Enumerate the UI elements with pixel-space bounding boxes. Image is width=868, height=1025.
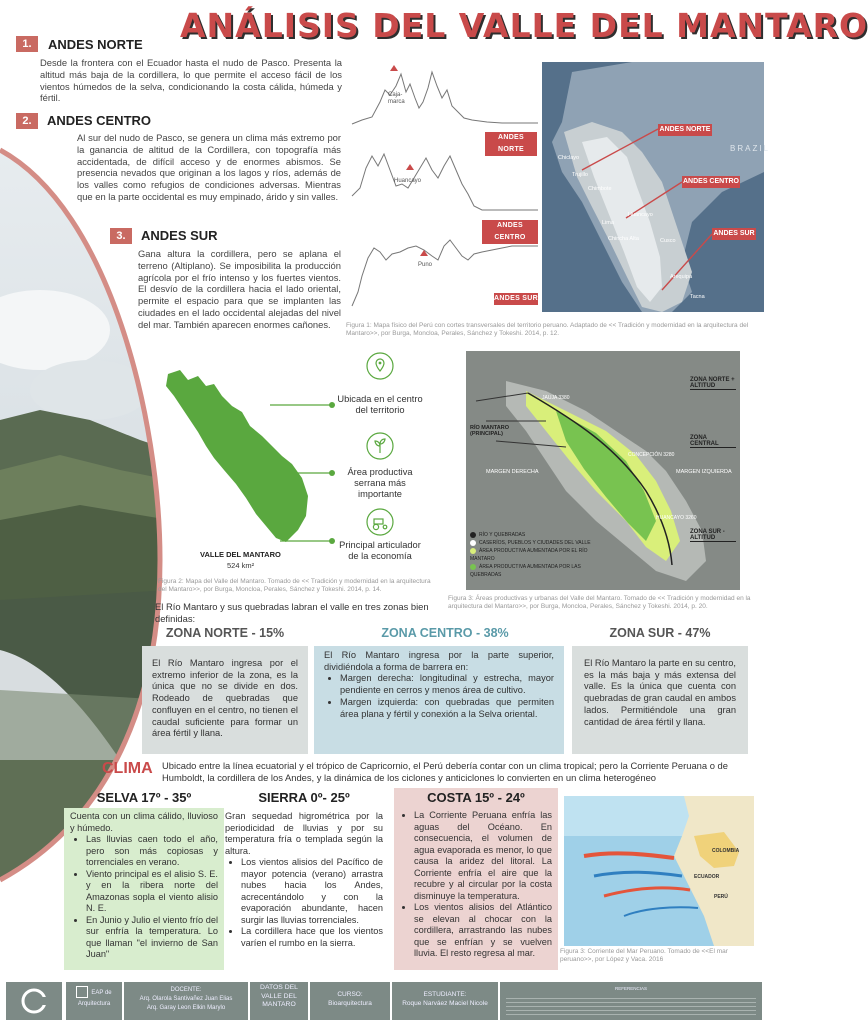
clima-sierra-text: Gran sequedad higrométrica por la periodicidad de lluvias y por su temperatura fría o templada según la altura.	[225, 811, 383, 856]
clima-selva-bullet-2: • Viento principal es el alisio S. E. y en la ribera norte del Amazonas sopla el viento alisio N. E.	[86, 869, 218, 915]
section-3-heading: ANDES SUR	[141, 228, 218, 243]
map-place-chimbote: Chimbote	[588, 186, 612, 192]
map2-concepcion: CONCEPCIÓN 3280	[628, 452, 675, 458]
clima-sierra-bullet-1: • Los vientos alisios del Pacífico de mayor potencia (verano) arrastra nubes hacia los Andes, acrecentándolo y con la evaporación abundante, hacen surgir las lluvias torrenciales.	[241, 857, 383, 926]
figure-2-caption: Figura 2: Mapa del Valle del Mantaro. Tomado de << Tradición y modernidad en la arquitectura del Mantaro>>, por Burga, Moncloa, Perales, Sánchez y Tokeshi. 2014, p. 14.	[158, 578, 431, 593]
valley-name: VALLE DEL MANTARO	[200, 550, 281, 559]
profile-tag-andes-norte: ANDES NORTE	[485, 132, 537, 156]
zone-norte-box	[142, 646, 308, 754]
feature-productive: Área productiva serrana más importante	[347, 467, 413, 499]
zone-sur-text: El Río Mantaro la parte en su centro, es la más baja y más extensa del valle. Es la única que cuenta con quebradas de gran caudal en ambos lados. Permitiéndole una gran cantidad de área fértil y llana.	[584, 658, 736, 727]
profile-andes-norte	[352, 62, 538, 153]
curso-label: CURSO:	[337, 991, 363, 998]
map-region-brazil: BRAZIL	[730, 144, 771, 153]
section-3-text: Gana altura la cordillera, pero se aplana el terreno (Altiplano). Se imposibilita la producción agrícola por el frío intenso y los fuertes vientos. El desvío de la cordillera hacia el lado oriental, permite el espacio para que se implanten las ciudades en el lado occidental alejadas del nivel del mar. También aparecen enormes cañones.	[138, 248, 341, 330]
clima-heading: CLIMA	[102, 760, 153, 777]
clima-sierra-box	[222, 808, 386, 970]
docente-1: Arq. Olarola Santivañez Juan Elias	[139, 996, 233, 1002]
docente-2: Arq. Garay Leon Elkin Marylo	[146, 1005, 226, 1011]
legend-rios: RÍO Y QUEBRADAS	[479, 532, 526, 538]
referencias-cell	[500, 982, 762, 1020]
zones-intro: El Río Mantaro y sus quebradas labran el valle en tres zonas bien definidas:	[155, 601, 429, 624]
city-puno: Puno	[418, 262, 433, 268]
estudiante-name: Roque Narváez Maciel Nicole	[402, 1000, 488, 1007]
map2-zone-central: ZONA CENTRAL	[690, 435, 736, 448]
docente-cell	[124, 982, 248, 1020]
clima-selva-box	[64, 808, 224, 970]
school-cell	[66, 982, 122, 1020]
section-1-heading: ANDES NORTE	[48, 37, 143, 52]
referencias-lines	[506, 995, 756, 1017]
map2-legend	[470, 531, 602, 579]
docente-label: DOCENTE:	[170, 987, 202, 993]
clima-sierra-title: SIERRA 0º- 25º	[258, 790, 350, 805]
clima-costa-bullet-2: • Los vientos alisios del Atlántico se elevan al chocar con la cordillera, arrastrando las nubes que se enfrían y se vuelven lluvia. El resto regresa al mar.	[414, 902, 552, 960]
clima-selva-bullet-3: • En Junio y Julio el viento frío del sur enfría la temperatura. Lo que llaman "el invierno de San Juan"	[86, 915, 218, 961]
clima-costa-bullet-1: • La Corriente Peruana enfría las aguas del Océano. En consecuencia, el volumen de agua evaporada es menor, lo que causa la aridez del litoral. La Corriente enfría el aire que la recubre y al circular por la costa disminuye la temperatura.	[414, 810, 552, 902]
footer	[0, 982, 768, 1024]
zone-centro-bullet-2: • Margen izquierda: con quebradas que permiten área plana y fértil y conexión a la Selva oriental.	[340, 697, 554, 720]
clima-selva-text: Cuenta con un clima cálido, lluvioso y húmedo.	[70, 811, 218, 833]
clima-intro: Ubicado entre la línea ecuatorial y el trópico de Capricornio, el Perú debería contar con un clima tropical; pero la Corriente Peruana o de Humboldt, la cordillera de los Andes, y la dinámica de los ciclones y anticiclones lo convierten en un clima heterogéneo	[162, 760, 728, 783]
section-2-number: 2.	[16, 113, 38, 129]
map2-huancayo: HUANCAYO 3260	[656, 515, 697, 521]
section-3-number: 3.	[110, 228, 132, 244]
zone-sur-box	[572, 646, 748, 754]
mantaro-zones-map	[466, 351, 740, 590]
figure-4-caption: Figura 3: Corriente del Mar Peruano. Tomado de <<El mar peruano>>, por López y Vaca. 2016	[560, 948, 728, 963]
map2-rio-label: RÍO MANTARO (PRINCIPAL)	[470, 425, 510, 437]
plant-icon	[366, 432, 394, 460]
location-pin-icon	[366, 352, 394, 380]
section-1-text: Desde la frontera con el Ecuador hasta el nudo de Pasco. Presenta la altitud más baja de la cordillera, lo que permite el acceso fácil de los vientos húmedos de la selva, condicionando la costa cálida, húmeda y fértil.	[40, 57, 342, 104]
section-1-number: 1.	[16, 36, 38, 52]
city-cajamarca: Caja- marca	[388, 92, 405, 105]
zone-centro-bullet-1: • Margen derecha: longitudinal y estrecha, mayor pendiente en cerros y menos área de cultivo.	[340, 673, 554, 696]
city-huancayo: Huancayo	[394, 178, 422, 184]
map-place-huancayo: Huancayo	[628, 212, 653, 218]
clima-costa-box	[394, 788, 558, 970]
feature-economy: Principal articulador de la economía	[339, 540, 421, 561]
map-label-andes-centro: ANDES CENTRO	[682, 176, 740, 188]
curso-name: Bioarquitectura	[328, 1000, 372, 1007]
zone-sur-title: ZONA SUR - 47%	[609, 626, 711, 640]
map-label-andes-norte: ANDES NORTE	[658, 124, 712, 136]
ocean-current-map	[564, 796, 754, 946]
section-2-heading: ANDES CENTRO	[47, 113, 152, 128]
map-label-andes-sur: ANDES SUR	[712, 228, 756, 240]
page-title: ANÁLISIS DEL VALLE DEL MANTARO	[180, 6, 868, 45]
peru-physical-map	[542, 62, 771, 312]
feature-center: Ubicada en el centro del territorio	[337, 394, 423, 415]
map2-margen-izquierda: MARGEN IZQUIERDA	[676, 469, 732, 475]
section-2-text: Al sur del nudo de Pasco, se genera un clima más extremo por la ganancia de altitud de la Cordillera, con topografía más accidentada, de difícil acceso y de enormes abismos. Se presencia nevados que originan a los lagos y ríos, además de los valles como refugios de condiciones adversas. Mientras que en la parte occidental es muy empinado, árido y sin valles.	[77, 132, 341, 202]
clima-selva-title: SELVA 17º - 35º	[96, 790, 192, 805]
zone-centro-box	[314, 646, 564, 754]
map-place-lima: Lima	[602, 220, 614, 226]
map2-zone-sur: ZONA SUR - ALTITUD	[690, 529, 736, 542]
zone-centro-title: ZONA CENTRO - 38%	[381, 626, 509, 640]
school-logo-icon	[76, 986, 88, 998]
profile-andes-centro	[352, 148, 538, 241]
clima-sierra-bullet-2: • La cordillera hace que los vientos varíen el rumbo en la sierra.	[241, 926, 383, 949]
legend-caserios: CASERÍOS, PUEBLOS Y CIUDADES DEL VALLE	[479, 540, 591, 546]
valley-area: 524 km²	[227, 561, 255, 570]
map2-jauja: JAUJA 3380	[542, 395, 570, 401]
map2-zone-norte: ZONA NORTE + ALTITUD	[690, 377, 735, 389]
legend-area-quebradas: ÁREA PRODUCTIVA AUMENTADA POR LAS QUEBRADAS	[470, 564, 581, 578]
ocean-map-colombia: COLOMBIA	[712, 848, 740, 854]
tractor-icon	[366, 508, 394, 536]
curso-cell	[310, 982, 390, 1020]
map-place-arequipa: Arequipa	[670, 274, 693, 280]
datos-cell	[250, 982, 308, 1020]
estudiante-label: ESTUDIANTE:	[423, 991, 467, 998]
map2-margen-derecha: MARGEN DERECHA	[486, 469, 539, 475]
map-place-cusco: Cusco	[660, 238, 676, 244]
referencias-label: REFERENCIAS	[614, 986, 647, 991]
school-name: EAP de Arquitectura	[77, 989, 112, 1007]
estudiante-cell	[392, 982, 498, 1020]
map-place-trujillo: Trujillo	[572, 172, 588, 178]
map-place-chincha: Chincha Alta	[608, 236, 639, 242]
map-place-tacna: Tacna	[690, 294, 705, 300]
figure-3-caption: Figura 3: Áreas productivas y urbanas del Valle del Mantaro. Tomado de << Tradición y modernidad en la arquitectura del Mantaro>>, por Burga, Moncloa, Perales, Sánchez y Tokeshi. 2014, p. 20.	[448, 595, 751, 610]
profile-tag-andes-centro: ANDES CENTRO	[482, 220, 538, 244]
zone-norte-text: El Río Mantaro ingresa por el extremo inferior de la zona, es la única que no se divide en dos. Rodeado de quebradas que confluyen en el centro, no tienen el caudal suficiente para formar un área fértil y llana.	[152, 658, 298, 739]
ocean-map-peru: PERÚ	[714, 894, 728, 900]
zone-centro-text: El Río Mantaro ingresa por la parte superior, dividiéndola a forma de barrera en:	[324, 650, 554, 672]
zone-norte-title: ZONA NORTE - 15%	[165, 626, 285, 640]
map-place-chiclayo: Chiclayo	[558, 155, 580, 161]
clima-selva-bullet-1: • Las lluvias caen todo el año, pero son más copiosas y torrenciales en verano.	[86, 834, 218, 869]
datos-label: DATOS DEL VALLE DEL MANTARO	[260, 984, 298, 1008]
profile-andes-sur	[352, 236, 538, 312]
ocean-map-ecuador: ECUADOR	[694, 874, 720, 880]
figure-1-caption: Figura 1: Mapa físico del Perú con cortes transversales del territorio peruano. Adaptado de << Tradición y modernidad en la arquitectura del Mantaro>>, por Burga, Moncloa, Perales, Sánchez y Tokeshi. 2014, p. 12.	[346, 322, 749, 337]
profile-tag-andes-sur: ANDES SUR	[494, 293, 538, 305]
clima-costa-title: COSTA 15º - 24º	[427, 790, 525, 805]
university-logo	[6, 982, 62, 1020]
legend-area-rio: ÁREA PRODUCTIVA AUMENTADA POR EL RÍO MANTARO	[470, 548, 588, 562]
